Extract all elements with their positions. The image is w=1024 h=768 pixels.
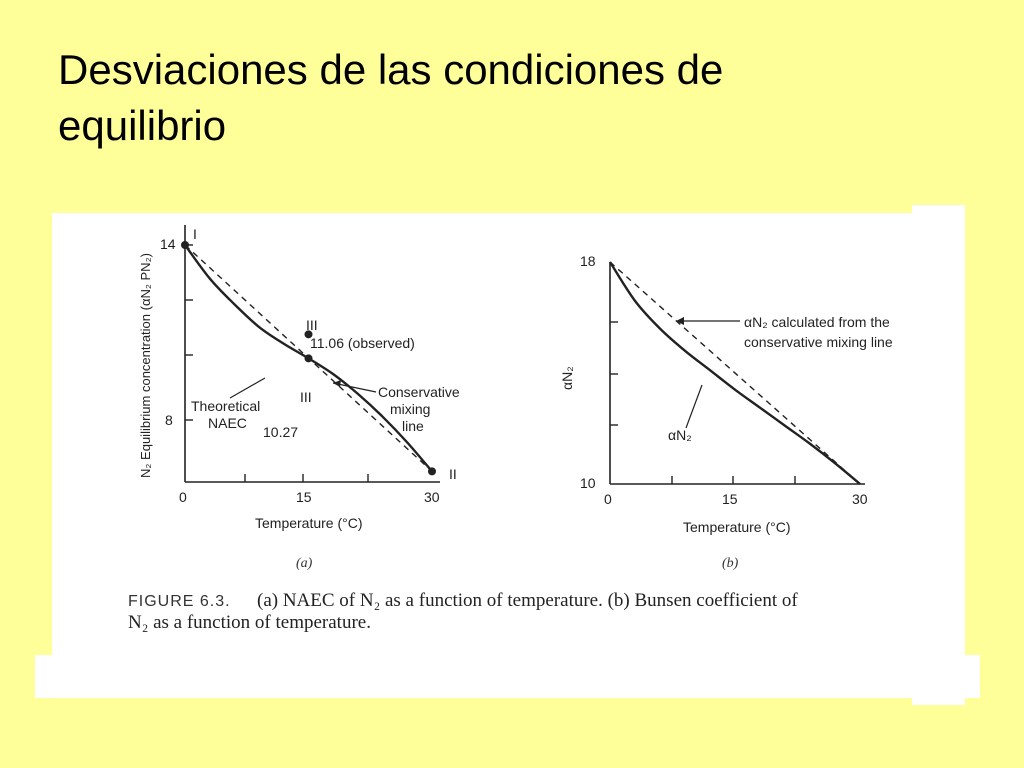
panel-a-x-tick-0: 0 [179,489,187,505]
panel-b-x-tick-15: 15 [722,491,738,507]
panel-a-label-III-lower: III [300,389,312,405]
panel-b-caption-label: (b) [722,556,739,571]
panel-a-y-tick-8: 8 [165,412,173,428]
panel-b-curve-leader [686,385,702,428]
panel-b-dashed-label-2: conservative mixing line [744,334,893,350]
panel-a-point-theoretical [305,354,313,362]
slide-title-line-1: Desviaciones de las condiciones de [58,46,724,93]
panel-a-point-II [428,467,436,475]
panel-a-caption-label: (a) [296,556,313,571]
panel-a-theoretical-label-1: Theoretical [191,398,261,414]
panel-a-x-ticks [245,474,368,482]
panel-b-curve-label: αN₂ [668,427,692,443]
panel-a [138,225,460,571]
panel-b-conservative-mixing-line [610,262,860,484]
panel-a-y-label: N₂ Equilibrium concentration (αN₂ PN₂) [138,253,153,478]
panel-b [559,253,893,571]
panel-a-conservative-label-2: mixing [390,401,431,417]
panel-a-label-III-upper: III [306,317,318,333]
panel-b-x-label: Temperature (°C) [683,519,791,535]
slide-title-line-2: equilibrio [58,102,227,149]
panel-a-conservative-label-1: Conservative [378,384,460,400]
panel-a-conservative-label-3: line [402,418,424,434]
panel-a-theoretical-label-2: NAEC [208,415,247,431]
figure-caption-label: FIGURE 6.3. [128,593,231,610]
panel-a-x-tick-30: 30 [424,489,440,505]
panel-b-x-tick-0: 0 [604,491,612,507]
panel-a-theoretical-leader [230,378,265,398]
panel-a-x-tick-15: 15 [296,489,312,505]
panel-b-y-label: αN₂ [559,366,575,390]
figure-caption-line-2: N₂ as a function of temperature. [128,612,371,633]
panel-a-y-tick-14: 14 [160,236,176,252]
panel-a-point-I [181,241,189,249]
panel-b-y-tick-18: 18 [580,253,596,269]
figure-caption-line-1: (a) NAEC of N₂ as a function of temperature. (b) Bunsen coefficient of [257,590,798,611]
panel-b-x-tick-30: 30 [852,491,868,507]
panel-a-theoretical-value: 10.27 [263,424,299,440]
panel-b-y-ticks [610,322,618,425]
panel-a-label-II: II [449,466,457,482]
panel-b-dashed-label-1: αN₂ calculated from the [744,314,890,330]
panel-b-y-tick-10: 10 [580,475,596,491]
panel-a-x-label: Temperature (°C) [255,515,363,531]
panel-a-label-I: I [193,226,197,242]
panel-a-y-ticks [185,245,193,420]
panel-a-observed-label: 11.06 (observed) [310,335,415,351]
panel-b-x-ticks [672,476,795,484]
